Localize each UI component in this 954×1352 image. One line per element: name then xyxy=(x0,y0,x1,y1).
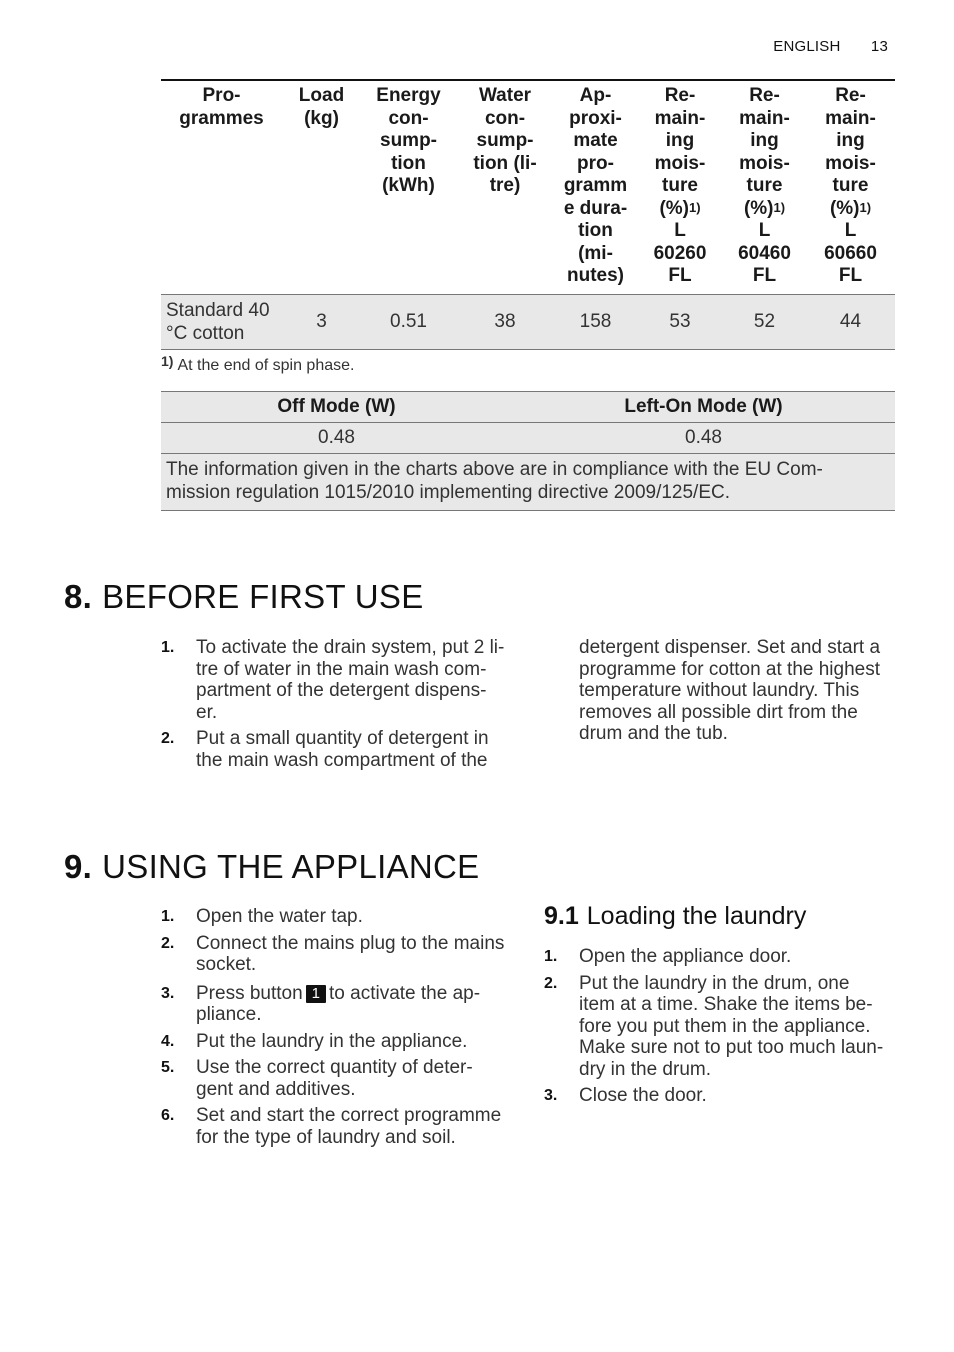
list-number: 2. xyxy=(161,730,175,747)
model-60260: L 60260 FL xyxy=(653,220,707,286)
list-text: To activate the drain system, put 2 li- tre of water in the main wash com- partment of the detergent dispens- er. xyxy=(196,637,505,723)
list-number: 1. xyxy=(161,639,175,656)
cell-energy: 0.51 xyxy=(361,294,456,349)
section-9-title xyxy=(64,848,480,886)
list-item xyxy=(161,933,526,976)
section-8-title xyxy=(64,578,424,616)
table-footnote xyxy=(161,353,355,375)
list-number: 3. xyxy=(161,984,175,1002)
list-text: Press button xyxy=(196,982,303,1004)
cell-moisture-60660: 44 xyxy=(806,294,895,349)
compliance-note-row xyxy=(161,454,895,511)
cell-duration: 158 xyxy=(554,294,637,349)
list-number: 2. xyxy=(544,974,558,992)
section-number: 9. xyxy=(64,848,93,885)
on-off-button-symbol: 1 xyxy=(306,985,326,1003)
footnote-ref: 1) xyxy=(859,199,872,215)
list-item xyxy=(544,946,914,968)
list-text: to activate the ap- pliance. xyxy=(196,982,481,1025)
footnote-ref: 1) xyxy=(773,199,786,215)
header-moisture-60460: Re- main- ing mois- ture (%)$^{1)}$ L 60460 FL xyxy=(723,80,806,294)
list-number: 6. xyxy=(161,1107,175,1124)
model-60460: L 60460 FL xyxy=(738,220,791,286)
list-text: Put the laundry in the appliance. xyxy=(196,1030,468,1052)
header-moisture-60260: Re- main- ing mois- ture (%)$^{1)}$ L 60260 FL xyxy=(637,80,723,294)
header-programmes: Pro- grammes xyxy=(161,80,282,294)
model-60660: L 60660 FL xyxy=(824,220,877,286)
compliance-note: The information given in the charts above are in compliance with the EU Com- mission regulation 1015/2010 implementing directive 2009/125/EC. xyxy=(161,454,895,511)
section-9-steps xyxy=(161,906,526,1153)
cell-water: 38 xyxy=(456,294,554,349)
list-item xyxy=(161,981,526,1026)
power-header-row xyxy=(161,392,895,423)
page-number: 13 xyxy=(870,38,888,55)
section-9-1-steps xyxy=(544,946,914,1112)
list-text: Open the water tap. xyxy=(196,906,363,927)
header-load: Load (kg) xyxy=(282,80,361,294)
section-8-right-column: detergent dispenser. Set and start a programme for cotton at the highest temperature without laundry. This removes all possible dirt from the drum and the tub. xyxy=(579,637,881,744)
list-item xyxy=(161,728,521,771)
cell-moisture-60460: 52 xyxy=(723,294,806,349)
cell-moisture-60260: 53 xyxy=(637,294,723,349)
list-text: Use the correct quantity of deter- gent and additives. xyxy=(196,1057,473,1100)
cell-load: 3 xyxy=(282,294,361,349)
list-number: 2. xyxy=(161,934,175,952)
list-number: 3. xyxy=(544,1087,558,1104)
list-number: 1. xyxy=(161,908,175,925)
section-8-left-column xyxy=(161,637,521,776)
list-text: Open the appliance door. xyxy=(579,946,792,967)
list-number: 4. xyxy=(161,1032,175,1050)
list-text: Connect the mains plug to the mains socket. xyxy=(196,932,505,975)
list-item xyxy=(161,1031,526,1053)
header-moisture-60660: Re- main- ing mois- ture (%)$^{1)}$ L 60660 FL xyxy=(806,80,895,294)
list-item xyxy=(544,1085,914,1107)
power-value-row xyxy=(161,423,895,454)
list-text: Put a small quantity of detergent in the main wash compartment of the xyxy=(196,728,489,771)
header-energy: Energy con- sump- tion (kWh) xyxy=(361,80,456,294)
list-text: Close the door. xyxy=(579,1085,707,1106)
language-label: ENGLISH xyxy=(773,38,841,55)
table-row xyxy=(161,294,895,349)
section-heading: BEFORE FIRST USE xyxy=(102,578,424,615)
header-duration: Ap- proxi- mate pro- gramm e dura- tion (mi- nutes) xyxy=(554,80,637,294)
cell-programme: Standard 40 °C cotton xyxy=(161,294,282,349)
list-number: 1. xyxy=(544,948,558,965)
footnote-text: At the end of spin phase. xyxy=(177,357,355,374)
value-left-on-mode: 0.48 xyxy=(512,423,895,454)
list-number: 5. xyxy=(161,1059,175,1076)
subsection-number: 9.1 xyxy=(544,902,579,930)
subsection-heading: Loading the laundry xyxy=(586,902,807,930)
list-item xyxy=(161,1057,526,1100)
header-off-mode: Off Mode (W) xyxy=(161,392,512,423)
consumption-table xyxy=(161,79,895,350)
power-table xyxy=(161,391,895,511)
page-header xyxy=(773,38,888,55)
section-number: 8. xyxy=(64,578,93,615)
header-left-on-mode: Left-On Mode (W) xyxy=(512,392,895,423)
list-item xyxy=(161,1105,526,1148)
header-water: Water con- sump- tion (li- tre) xyxy=(456,80,554,294)
section-heading: USING THE APPLIANCE xyxy=(102,848,480,885)
list-item xyxy=(161,906,526,928)
footnote-marker: 1) xyxy=(161,353,174,369)
footnote-ref: 1) xyxy=(689,199,701,215)
list-text: Set and start the correct programme for the type of laundry and soil. xyxy=(196,1105,502,1148)
subsection-9-1-title xyxy=(544,902,806,931)
list-item xyxy=(161,637,521,723)
value-off-mode: 0.48 xyxy=(161,423,512,454)
list-text: Put the laundry in the drum, one item at a time. Shake the items be- fore you put them in the appliance. Make sure not to put too much laun- dry in the drum. xyxy=(579,972,884,1080)
table-header-row xyxy=(161,80,895,294)
list-item xyxy=(544,973,914,1081)
